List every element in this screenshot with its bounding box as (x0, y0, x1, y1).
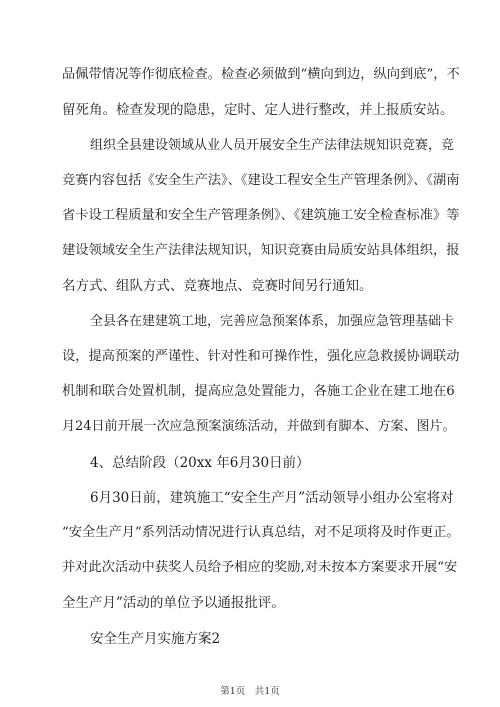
text-line-1: 品佩带情况等作彻底检查。检查必须做到“横向到边，纵向到底”，不 (62, 67, 460, 82)
text-line-2: 留死角。检查发现的隐患，定时、定人进行整改，并上报质安站。 (62, 102, 454, 118)
page-footer: 第1页 共1页 (220, 686, 280, 697)
text-line-8: 全县各在建建筑工地，完善应急预案体系，加强应急管理基础卡 (90, 314, 455, 329)
text-line-7: 名方式、组队方式、竞赛地点、竞赛时间另行通知。 (62, 278, 373, 294)
text-line-11: 月24日前开展一次应急预案演练活动，并做到有脚本、方案、图片。 (62, 419, 456, 434)
text-line-14: “安全生产月”系列活动情况进行认真总结，对不足项将及时作更正。 (62, 525, 460, 540)
document-title-next: 安全生产月实施方案2 (90, 631, 221, 647)
text-line-6: 建设领域安全生产法律法规知识，知识竞赛由局质安站具体组织，报 (62, 243, 460, 258)
text-line-9: 设，提高预案的严谨性、针对性和可操作性，强化应急救援协调联动 (62, 349, 460, 364)
section-heading: 4、总结阶段（20xx 年6月30日前） (90, 455, 310, 471)
text-line-5: 省卡设工程质量和安全生产管理条例》、《建筑施工安全检查标准》等 (62, 208, 460, 223)
text-line-16: 全生产月”活动的单位予以通报批评。 (62, 595, 285, 611)
text-line-3: 组织全县建设领域从业人员开展安全生产法律法规知识竞赛，竞 (90, 138, 455, 153)
text-line-13: 6月30日前，建筑施工“安全生产月”活动领导小组办公室将对 (90, 490, 454, 506)
text-line-4: 竞赛内容包括《安全生产法》、《建设工程安全生产管理条例》、《湖南 (62, 173, 460, 188)
text-line-15: 并对此次活动中获奖人员给予相应的奖励,对未按本方案要求开展“安 (62, 560, 458, 575)
text-line-10: 机制和联合处置机制，提高应急处置能力，各施工企业在建工地在6 (62, 384, 455, 399)
